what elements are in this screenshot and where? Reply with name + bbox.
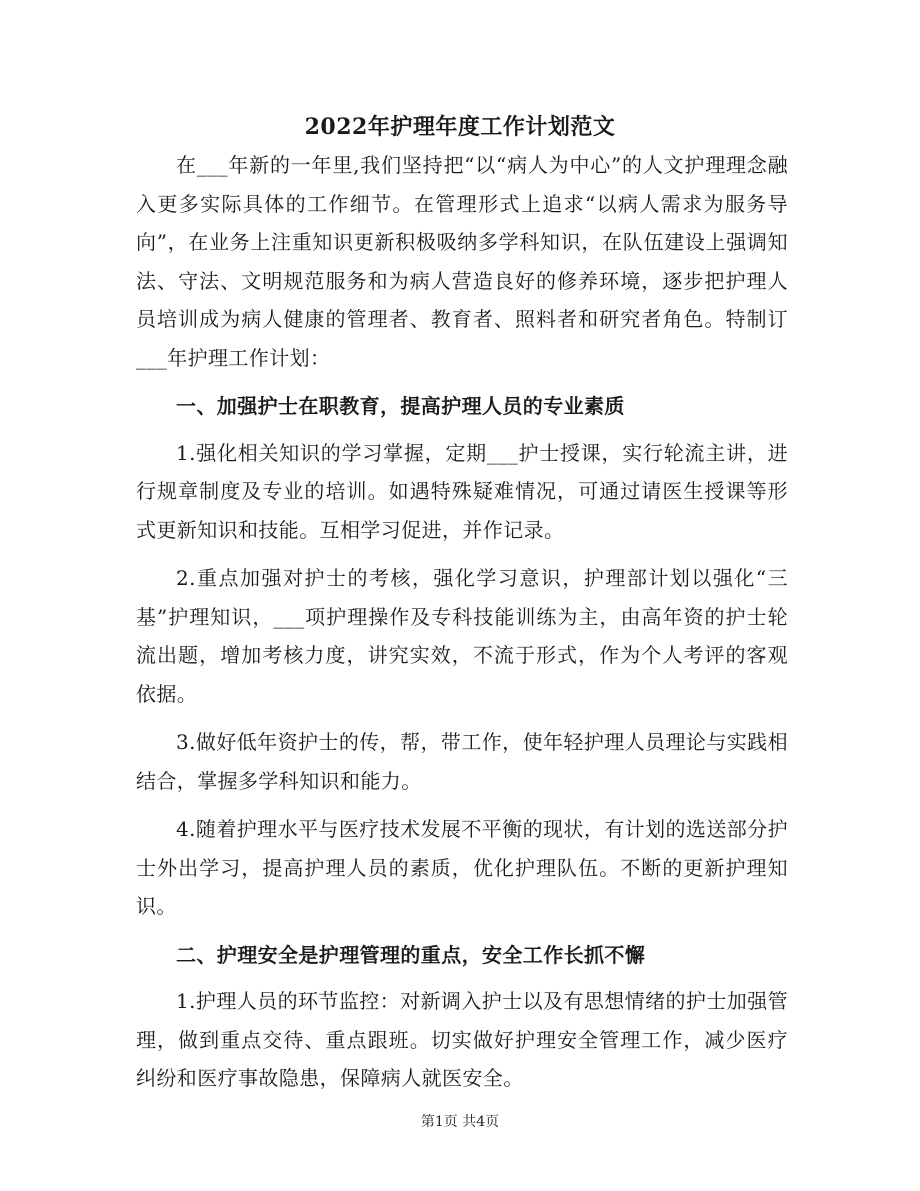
intro-paragraph: 在___年新的一年里,我们坚持把“以“病人为中心”的人文护理理念融入更多实际具体的工作细节。在管理形式上追求“以病人需求为服务导向”，在业务上注重知识更新积极吸纳多学科知识，在队伍建设上强调知法、守法、文明规范服务和为病人营造良好的修养环境，逐步把护理人员培训成为病人健康的管理者、教育者、照料者和研究者角色。特制订___年护理工作计划： xyxy=(136,153,788,370)
section-2-heading: 二、护理安全是护理管理的重点，安全工作长抓不懈 xyxy=(176,942,646,967)
section-1-heading: 一、加强护士在职教育，提高护理人员的专业素质 xyxy=(176,394,625,418)
section-2-item: 1.护理人员的环节监控：对新调入护士以及有思想情绪的护士加强管理，做到重点交待、重点跟班。切实做好护理安全管理工作，减少医疗纠纷和医疗事故隐患，保障病人就医安全。 xyxy=(136,989,788,1090)
section-1-item: 2.重点加强对护士的考核，强化学习意识，护理部计划以强化“三基”护理知识，___项护理操作及专科技能训练为主，由高年资的护士轮流出题，增加考核力度，讲究实效，不流于形式，作为个人考评的客观依据。 xyxy=(136,566,788,706)
page-number: 第1页 共4页 xyxy=(420,1114,500,1130)
document-body xyxy=(136,146,788,1108)
page-title: 2022年护理年度工作计划范文 xyxy=(304,114,616,140)
section-1-item: 1.强化相关知识的学习掌握，定期___护士授课，实行轮流主讲，进行规章制度及专业的培训。如遇特殊疑难情况，可通过请医生授课等形式更新知识和技能。互相学习促进，并作记录。 xyxy=(136,440,788,542)
section-1-item: 3.做好低年资护士的传，帮，带工作，使年轻护理人员理论与实践相结合，掌握多学科知识和能力。 xyxy=(136,730,788,793)
section-1-item: 4.随着护理水平与医疗技术发展不平衡的现状，有计划的选送部分护士外出学习，提高护理人员的素质，优化护理队伍。不断的更新护理知识。 xyxy=(136,817,788,918)
